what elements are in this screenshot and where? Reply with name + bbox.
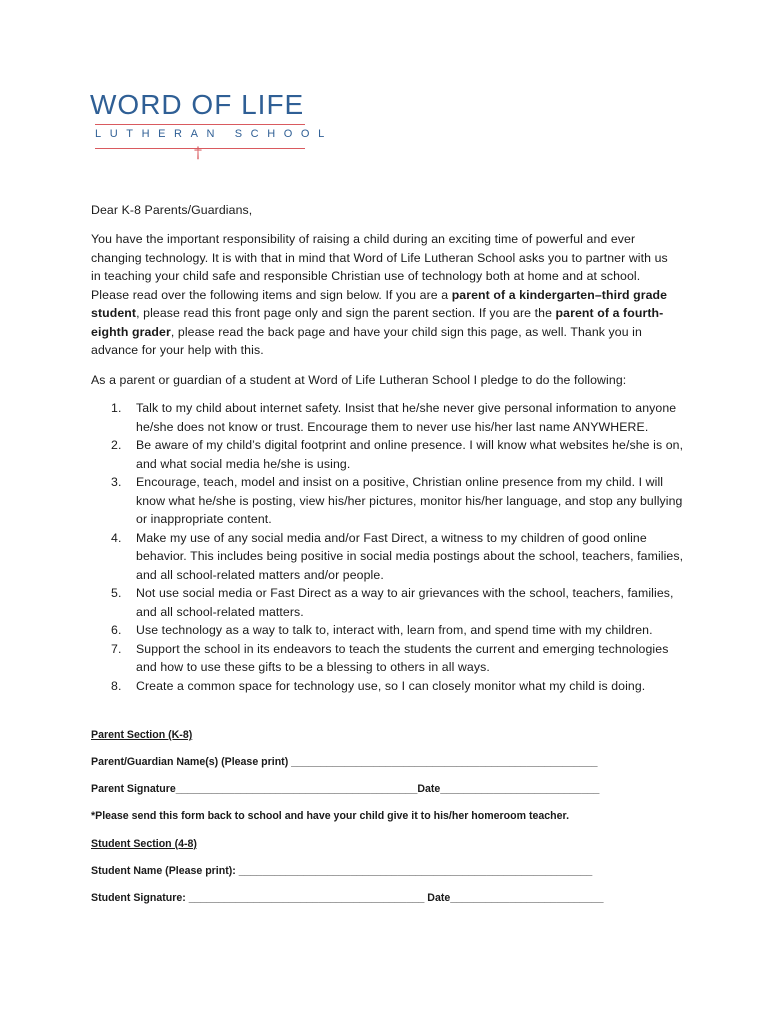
list-item-text: Make my use of any social media and/or Fast Direct, a witness to my children of good online behavior. This includes being positive in social media postings about the school, teachers, families, and all school-related matters and/or people. — [136, 530, 684, 582]
cross-icon: † — [194, 143, 202, 162]
list-item — [91, 584, 691, 621]
list-item — [91, 677, 691, 696]
list-item-number: 5. — [111, 586, 122, 600]
list-item — [91, 473, 691, 529]
intro-text-3: , please read the back page and have your child sign this page, as well. Thank you in advance for your help with this. — [91, 324, 642, 357]
student-signature-field[interactable]: Student Signature: ________________________________________ Date__________________________ — [91, 892, 604, 904]
intro-text-1: You have the important responsibility of raising a child during an exciting time of powerful and ever changing technology. It is with that in mind that Word of Life Lutheran School asks you to partner with us in teaching your child safe and responsible Christian use of technology both at home and at school. Please read over the following items and sign below. If you are a — [91, 232, 668, 302]
list-item-number: 3. — [111, 475, 122, 489]
intro-bold-1: parent of a kindergarten–third grade student — [91, 287, 668, 320]
parent-name-field[interactable]: Parent/Guardian Name(s) (Please print) ____________________________________________________ — [91, 756, 598, 768]
list-item-number: 7. — [111, 641, 122, 656]
list-item-text: Create a common space for technology use, so I can closely monitor what my child is doing. — [136, 678, 646, 693]
pledge-intro: As a parent or guardian of a student at Word of Life Lutheran School I pledge to do the following: — [91, 373, 627, 387]
list-item — [91, 399, 691, 436]
list-item-number: 8. — [111, 678, 122, 693]
list-item — [91, 640, 691, 677]
logo-title: WORD OF LIFE — [90, 89, 305, 120]
salutation: Dear K-8 Parents/Guardians, — [91, 203, 253, 217]
list-item-text: Support the school in its endeavors to teach the students the current and emerging technologies and how to use these gifts to be a blessing to others in all ways. — [136, 641, 669, 674]
school-logo — [90, 89, 333, 162]
logo-subtitle: LUTHERAN SCHOOL — [95, 128, 333, 140]
list-item-number: 4. — [111, 530, 122, 545]
list-item-text: Be aware of my child’s digital footprint and online presence. I will know what websites he/she is on, and what social media he/she is using. — [136, 438, 684, 471]
list-item-text: Not use social media or Fast Direct as a way to air grievances with the school, teachers, families, and all school-related matters. — [136, 586, 674, 619]
list-item-text: Encourage, teach, model and insist on a positive, Christian online presence from my child. I will know what he/she is posting, view his/her pictures, monitor his/her language, and stop any bullying or inappropriate content. — [136, 475, 683, 526]
list-item — [91, 621, 691, 640]
intro-paragraph — [91, 230, 681, 360]
list-item-number: 2. — [111, 438, 122, 452]
list-item-text: Talk to my child about internet safety. Insist that he/she never give personal information to anyone he/she does not know or trust. Encourage them to never use his/her last name ANYWHERE. — [136, 401, 677, 434]
parent-section-heading: Parent Section (K-8) — [91, 729, 193, 741]
logo-rule-top — [95, 124, 305, 125]
intro-text-2: , please read this front page only and sign the parent section. If you are the — [136, 306, 556, 320]
list-item-text: Use technology as a way to talk to, interact with, learn from, and spend time with my children. — [136, 623, 653, 637]
return-form-note: *Please send this form back to school and have your child give it to his/her homeroom teacher. — [91, 810, 570, 822]
list-item — [91, 529, 691, 585]
pledge-list — [91, 399, 691, 695]
list-item-number: 6. — [111, 623, 122, 637]
list-item — [91, 436, 691, 473]
intro-bold-2: parent of a fourth-eighth grader — [91, 306, 664, 339]
parent-signature-field[interactable]: Parent Signature_________________________________________Date___________________________ — [91, 783, 600, 795]
list-item-number: 1. — [111, 401, 122, 415]
student-name-field[interactable]: Student Name (Please print): ____________________________________________________________ — [91, 865, 593, 877]
student-section-heading: Student Section (4-8) — [91, 838, 197, 850]
